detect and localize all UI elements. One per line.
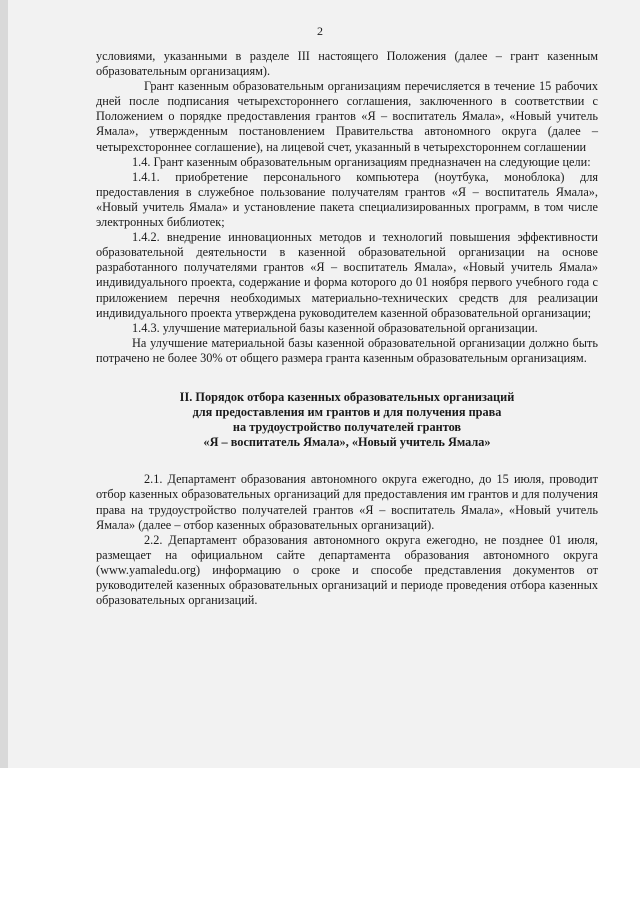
paragraph-1-4-2: 1.4.2. внедрение инновационных методов и технологий повышения эффективности образовательной деятельности в казенной образовательной организации на основе разработанного получателями грантов «Я – воспитатель Ямала», «Новый учитель Ямала» индивидуального проекта, содержание и форма которого до 01 ноября первого учебного года с приложением перечня необходимых материально-технических средств для реализации индивидуального проекта утверждена руководителем казенной образовательной организации;: [96, 230, 598, 320]
paragraph-1-4: 1.4. Грант казенным образовательным организациям предназначен на следующие цели:: [132, 154, 591, 169]
section-heading: [96, 390, 598, 450]
section-heading-line: на трудоустройство получателей грантов: [232, 420, 462, 435]
section-heading-line: II. Порядок отбора казенных образовательных организаций: [179, 389, 515, 404]
scan-edge-shadow: [0, 0, 8, 768]
paragraph-material-base: На улучшение материальной базы казенной образовательной организации должно быть потрачено не более 30% от общего размера гранта казенным образовательным организациям.: [96, 335, 598, 365]
paragraph-2-2: 2.2. Департамент образования автономного округа ежегодно, не позднее 01 июля, размещает на официальном сайте департамента образования автономного округа (www.yamaledu.org) информацию о сроке и способе представления документов от руководителей казенных образовательных организаций и периоде проведения отбора казенных образовательных организаций.: [96, 532, 598, 608]
section-heading-line: «Я – воспитатель Ямала», «Новый учитель Ямала»: [203, 435, 491, 450]
document-body: [96, 49, 598, 608]
paragraph-grant-transfer: Грант казенным образовательным организациям перечисляется в течение 15 рабочих дней после подписания четырехстороннего соглашения, заключенного в соответствии с Положением о порядке предоставления грантов «Я – воспитатель Ямала», «Новый учитель Ямала», утвержденным постановлением Правительства автономного округа (далее – четырехстороннее соглашение), на лицевой счет, указанный в четырехстороннем соглашении: [96, 79, 598, 154]
section-heading-line: для предоставления им грантов и для получения права: [192, 405, 502, 420]
paragraph-1-4-1: 1.4.1. приобретение персонального компьютера (ноутбука, моноблока) для предоставления в служебное пользование получателям грантов «Я – воспитатель Ямала», «Новый учитель Ямала» и установление пакета специализированных программ, в том числе электронных библиотек;: [96, 169, 598, 230]
paragraph-continuation: условиями, указанными в разделе III настоящего Положения (далее – грант казенным образовательным организациям).: [96, 49, 598, 79]
paragraph-1-4-3: 1.4.3. улучшение материальной базы казенной образовательной организации.: [132, 320, 538, 335]
page-number: 2: [317, 24, 323, 38]
paragraph-2-1: 2.1. Департамент образования автономного округа ежегодно, до 15 июля, проводит отбор казенных образовательных организаций для предоставления им грантов и для получения права на трудоустройство получателей грантов «Я – воспитатель Ямала», «Новый учитель Ямала» (далее – отбор казенных образовательных организаций).: [96, 472, 598, 532]
